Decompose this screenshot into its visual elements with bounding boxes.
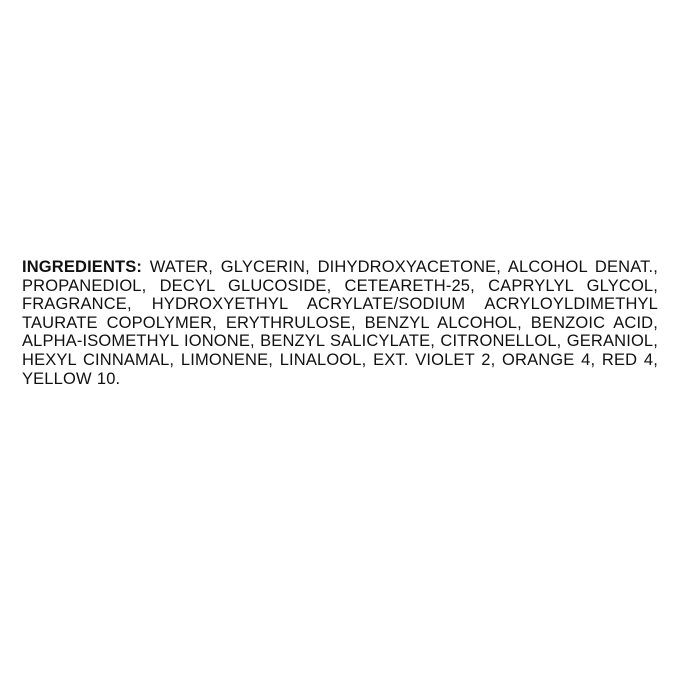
ingredients-paragraph — [22, 258, 664, 388]
ingredients-heading: INGREDIENTS: — [22, 258, 143, 276]
ingredients-block — [22, 258, 664, 388]
ingredients-body: WATER, GLYCERIN, DIHYDROXYACETONE, ALCOHOL DENAT., PROPANEDIOL, DECYL GLUCOSIDE, CETEARETH-25, CAPRYLYL GLYCOL, FRAGRANCE, HYDROXYETHYL ACRYLATE/SODIUM ACRYLOYLDIMETHYL TAURATE COPOLYMER, ERYTHRULOSE, BENZYL ALCOHOL, BENZOIC ACID, ALPHA-ISOMETHYL IONONE, BENZYL SALICYLATE, CITRONELLOL, GERANIOL, HEXYL CINNAMAL, LIMONENE, LINALOOL, EXT. VIOLET 2, ORANGE 4, RED 4, YELLOW 10. — [22, 258, 664, 388]
